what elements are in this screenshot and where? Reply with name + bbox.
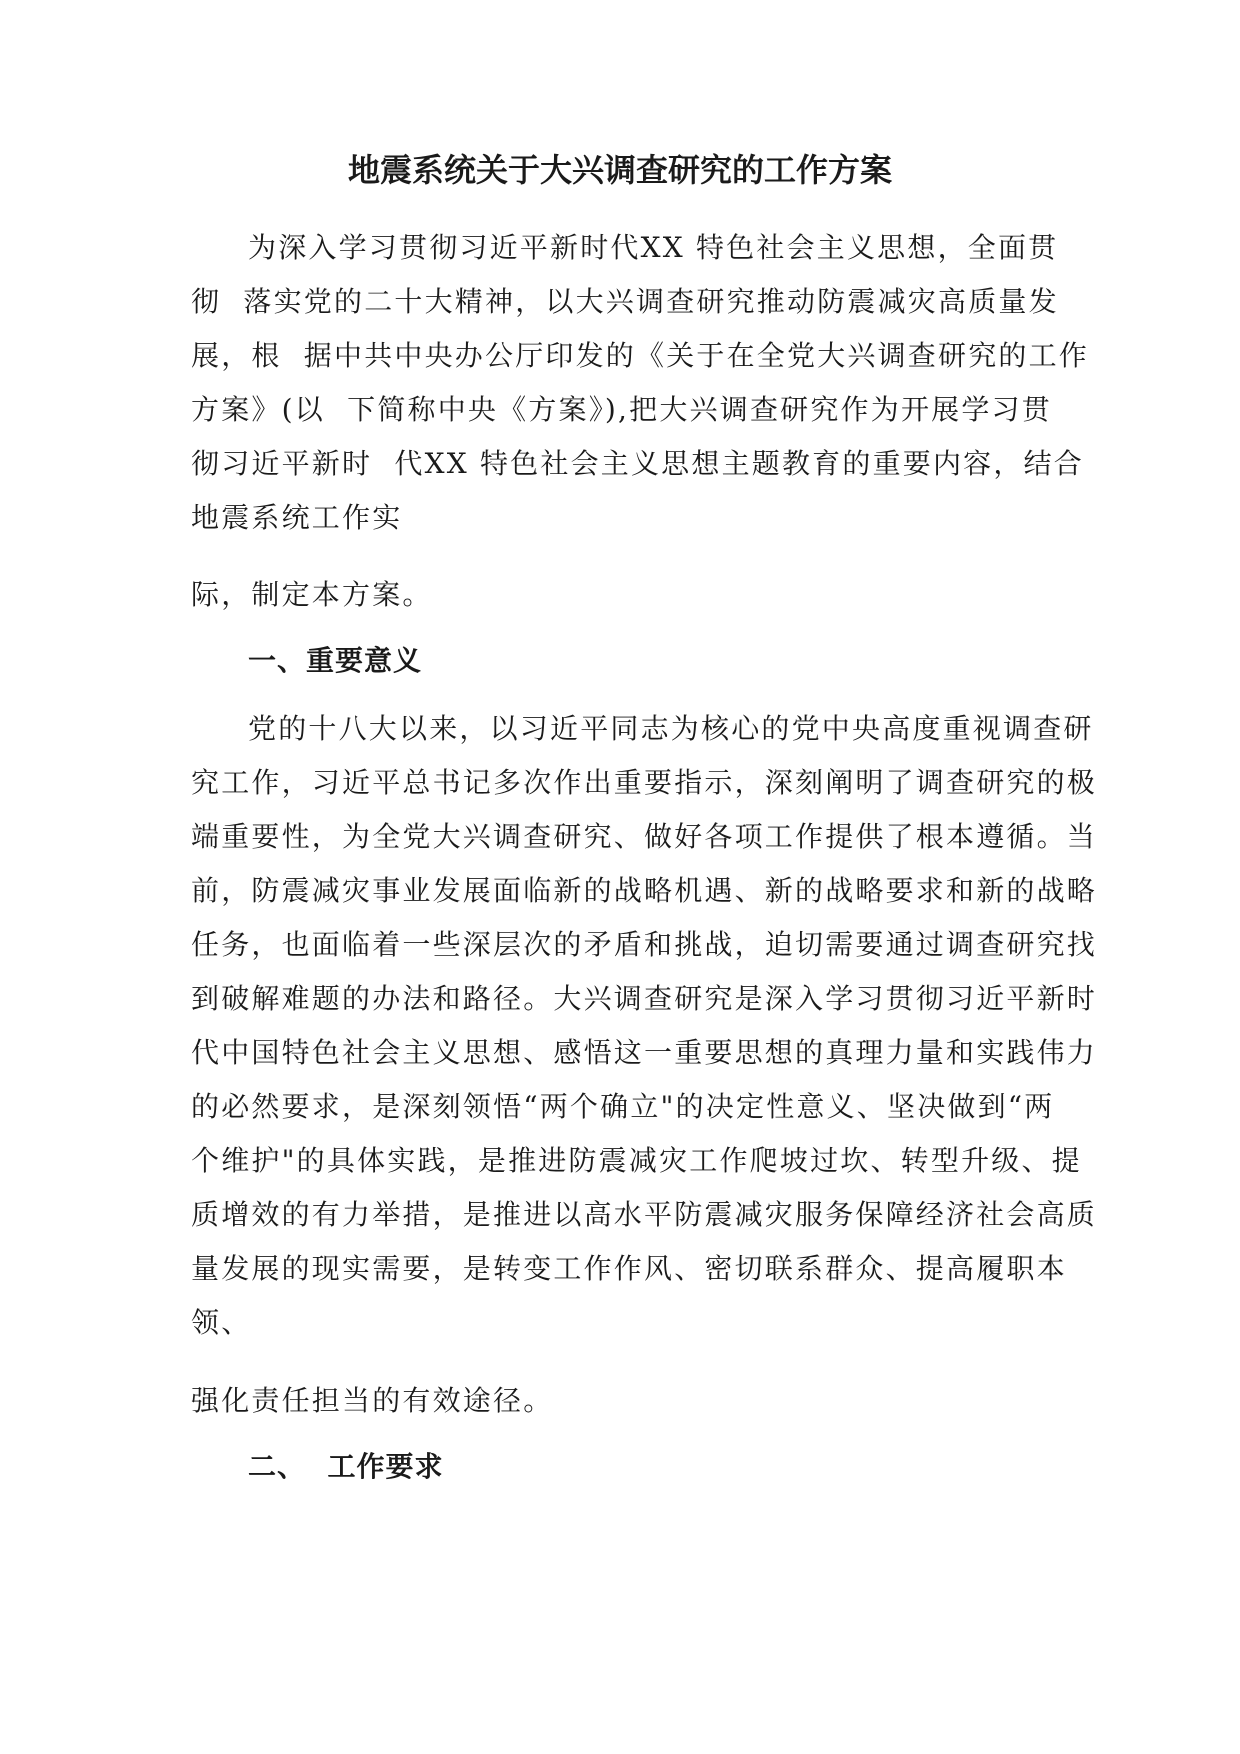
section1-line-2: 究工作，习近平总书记多次作出重要指示，深刻阐明了调查研究的极 <box>191 766 1098 799</box>
section-heading-1: 一、重要意义 <box>248 644 423 677</box>
intro-line-3: 展，根 据中共中央办公厅印发的《关于在全党大兴调查研究的工作 <box>191 339 1090 372</box>
intro-line-7: 际，制定本方案。 <box>191 578 433 611</box>
section1-line-13: 强化责任担当的有效途径。 <box>191 1384 554 1417</box>
intro-line-5: 彻习近平新时 代XX 特色社会主义思想主题教育的重要内容，结合 <box>191 447 1084 480</box>
section1-line-12: 领、 <box>191 1306 252 1339</box>
intro-line-2: 彻 落实党的二十大精神，以大兴调查研究推动防震减灾高质量发 <box>191 285 1059 318</box>
intro-line-4: 方案》(以 下简称中央《方案》),把大兴调查研究作为开展学习贯 <box>191 393 1052 426</box>
section1-line-5: 任务，也面临着一些深层次的矛盾和挑战，迫切需要通过调查研究找 <box>191 928 1098 961</box>
section1-line-11: 量发展的现实需要，是转变工作作风、密切联系群众、提高履职本 <box>191 1252 1067 1285</box>
section1-line-7: 代中国特色社会主义思想、感悟这一重要思想的真理力量和实践伟力 <box>191 1036 1098 1069</box>
section1-line-4: 前，防震减灾事业发展面临新的战略机遇、新的战略要求和新的战略 <box>191 874 1098 907</box>
section1-line-8: 的必然要求，是深刻领悟“两个确立"的决定性意义、坚决做到“两 <box>191 1090 1055 1123</box>
intro-line-6: 地震系统工作实 <box>191 501 403 534</box>
section1-line-10: 质增效的有力举措，是推进以高水平防震减灾服务保障经济社会高质 <box>191 1198 1098 1231</box>
section1-line-1: 党的十八大以来，以习近平同志为核心的党中央高度重视调查研 <box>248 712 1094 745</box>
section1-line-6: 到破解难题的办法和路径。大兴调查研究是深入学习贯彻习近平新时 <box>191 982 1098 1015</box>
section1-line-3: 端重要性，为全党大兴调查研究、做好各项工作提供了根本遵循。当 <box>191 820 1098 853</box>
intro-line-1: 为深入学习贯彻习近平新时代XX 特色社会主义思想，全面贯 <box>248 231 1059 264</box>
document-title: 地震系统关于大兴调查研究的工作方案 <box>347 151 892 189</box>
section1-line-9: 个维护"的具体实践，是推进防震减灾工作爬坡过坎、转型升级、提 <box>191 1144 1082 1177</box>
section-heading-2: 二、 工作要求 <box>248 1450 444 1483</box>
